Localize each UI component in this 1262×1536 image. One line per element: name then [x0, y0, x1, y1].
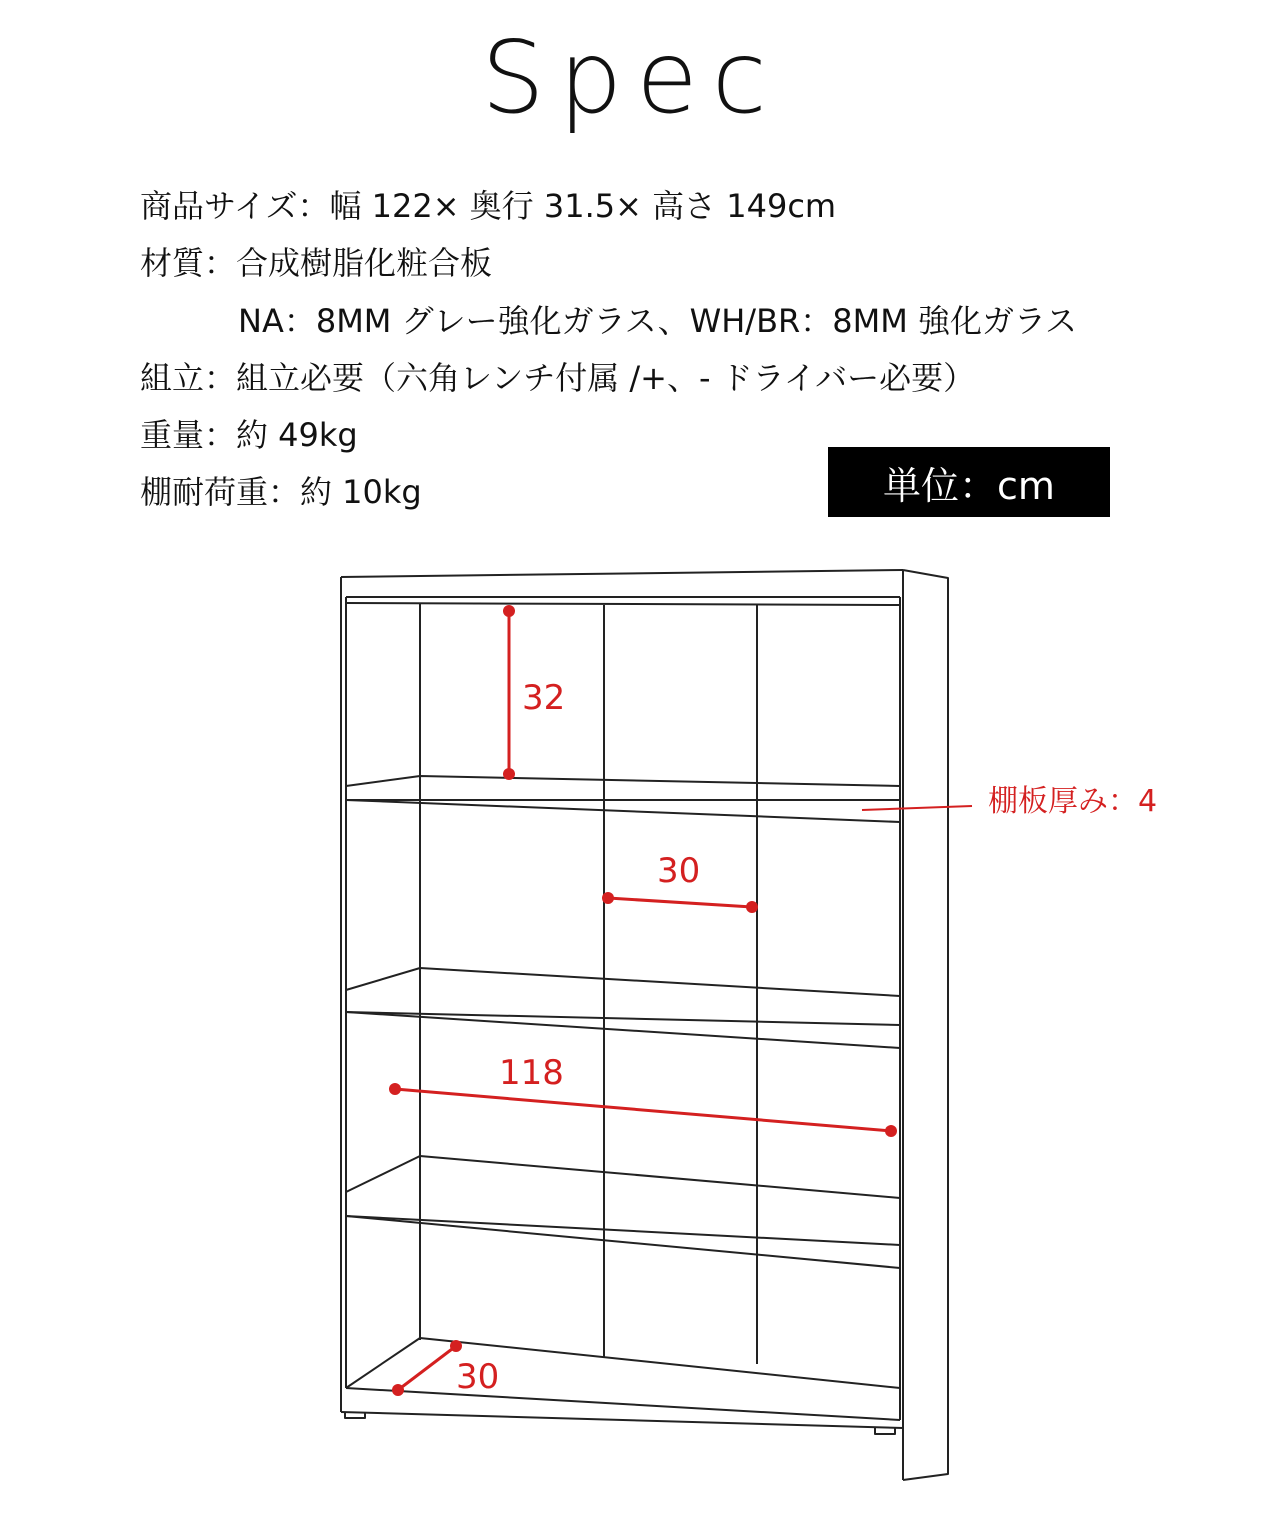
- dim-dot: [450, 1340, 462, 1352]
- page-title: Spec: [481, 19, 781, 136]
- dim-label-inner-width: 118: [499, 1053, 564, 1093]
- top-front-edge: [341, 570, 903, 577]
- dim-dot: [503, 768, 515, 780]
- spec-glass: NA：8MM グレー強化ガラス、WH/BR：8MM 強化ガラス: [238, 302, 1078, 340]
- dim-line-inner-width: [395, 1089, 891, 1131]
- spec-assembly: 組立：組立必要（六角レンチ付属 /+、- ドライバー必要）: [140, 359, 976, 397]
- dim-dot: [503, 605, 515, 617]
- spec-shelf-load: 棚耐荷重：約 10kg: [140, 473, 422, 511]
- dim-label-shelf-thickness: 棚板厚み：4: [988, 784, 1158, 819]
- dim-dot: [389, 1083, 401, 1095]
- shelf-1-top: [346, 776, 900, 786]
- thickness-leader-line: [862, 806, 972, 810]
- bookshelf-outline: [341, 570, 948, 1480]
- dim-line-depth: [398, 1346, 456, 1390]
- spec-material: 材質：合成樹脂化粧合板: [140, 244, 493, 282]
- spec-size: 商品サイズ：幅 122× 奥行 31.5× 高さ 149cm: [140, 187, 837, 225]
- shelf-1-front: [346, 786, 900, 822]
- dim-dot: [392, 1384, 404, 1396]
- dim-dot: [885, 1125, 897, 1137]
- dim-line-compartment-width: [608, 898, 752, 907]
- right-panel-side: [903, 570, 948, 1480]
- dim-dot: [746, 901, 758, 913]
- unit-badge: 単位：cm: [828, 447, 1110, 517]
- shelf-2-top: [346, 968, 900, 996]
- dim-label-compartment-width: 30: [657, 851, 701, 891]
- spec-weight: 重量：約 49kg: [140, 416, 358, 454]
- dim-label-depth: 30: [456, 1357, 500, 1397]
- dimension-annotations: [389, 605, 1157, 1397]
- bottom-shelf-top: [346, 1338, 900, 1388]
- dim-label-shelf-height: 32: [522, 678, 566, 718]
- dim-dot: [602, 892, 614, 904]
- shelf-3-top: [346, 1156, 900, 1198]
